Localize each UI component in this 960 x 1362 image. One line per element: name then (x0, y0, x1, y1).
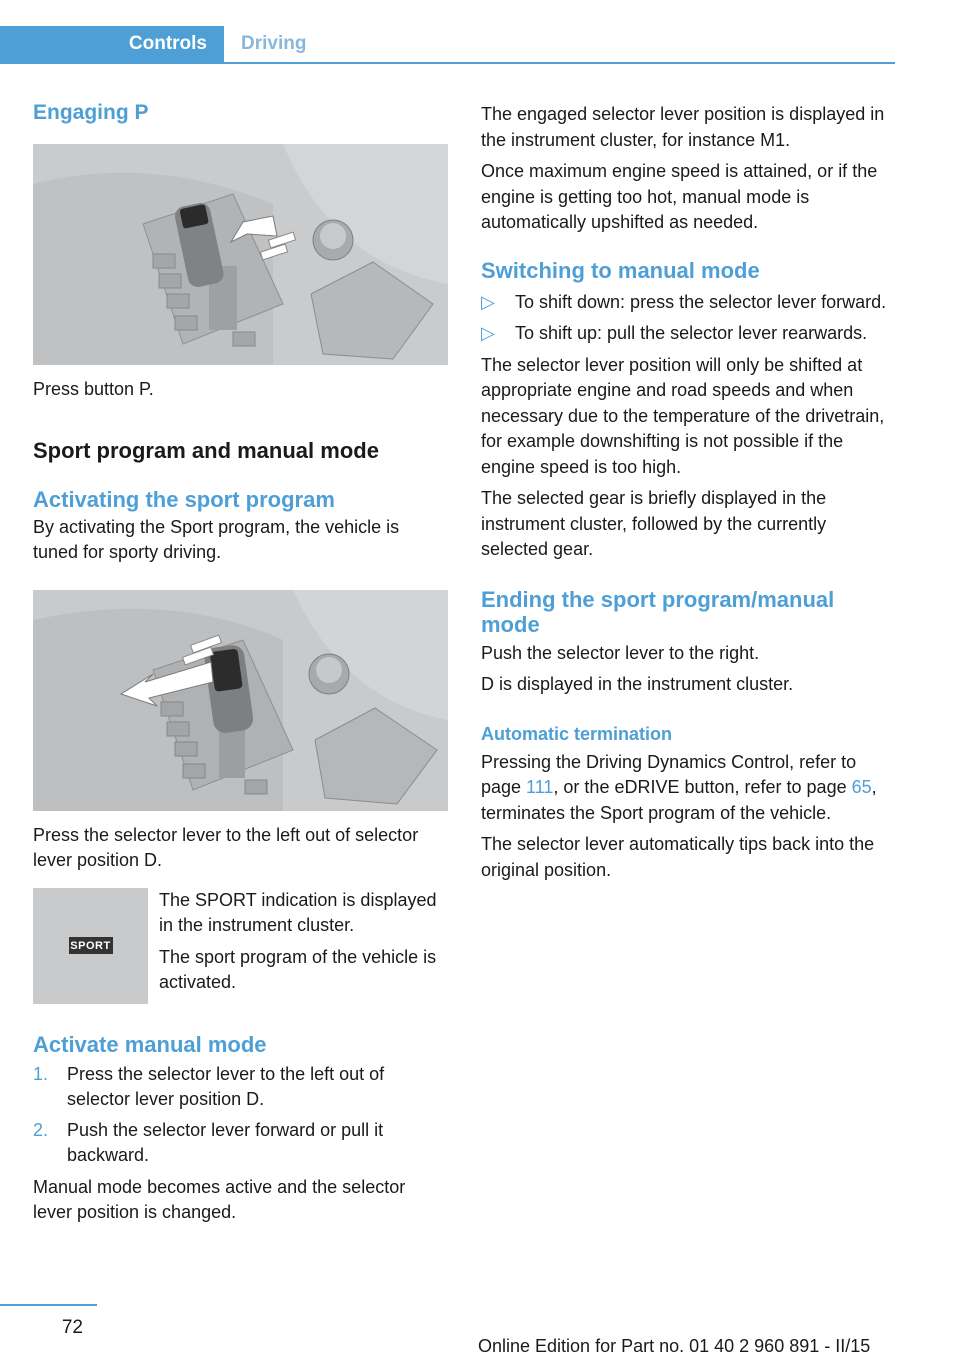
heading-activating-sport-program: Activating the sport program (33, 486, 335, 512)
text-selected-gear: The selected gear is briefly displayed in the instrument cluster, followed by the currently selected gear. (481, 488, 827, 559)
text-sport-indication: The SPORT indication is displayed in the instrument cluster. (159, 889, 437, 935)
text-manual-mode-active: Manual mode becomes active and the selector lever position is changed. (33, 1176, 406, 1222)
right-column (481, 100, 897, 883)
list-item (481, 321, 897, 347)
list-item (33, 1118, 448, 1169)
step-number: 1. (33, 1063, 49, 1084)
text-segment: , terminates the Sport program of the vehicle. (481, 777, 877, 823)
list-item (33, 1062, 448, 1113)
text-segment: Pressing the Driving Dynamics Control, refer to page (481, 751, 857, 797)
left-column (33, 100, 448, 1226)
list-item-text: To shift up: pull the selector lever rearwards. (515, 323, 868, 343)
page-number: 72 (61, 1317, 83, 1338)
step-text: Push the selector lever forward or pull it backward. (67, 1119, 384, 1165)
switching-list (481, 290, 897, 347)
text-activating-sport: By activating the Sport program, the vehicle is tuned for sporty driving. (33, 516, 400, 562)
page-link-65[interactable]: 65 (851, 777, 872, 797)
text-engaged-position: The engaged selector lever position is displayed in the instrument cluster, for instance M1. (481, 104, 885, 150)
list-item-text: To shift down: press the selector lever forward. (515, 291, 887, 312)
page-header (0, 26, 895, 64)
text-tips-back: The selector lever automatically tips back into the original position. (481, 834, 875, 880)
triangle-bullet-icon: ▷ (481, 323, 495, 343)
heading-engaging-p: Engaging P (33, 101, 149, 124)
footer-divider (0, 1304, 97, 1306)
caption-press-selector-left: Press the selector lever to the left out of selector lever position D. (33, 824, 419, 870)
text-termination (481, 750, 897, 827)
footer-edition: Online Edition for Part no. 01 40 2 960 891 - II/15 (478, 1336, 871, 1356)
heading-sport-program-manual-mode: Sport program and manual mode (33, 437, 379, 463)
text-sport-activated: The sport program of the vehicle is activated. (159, 946, 437, 992)
heading-activate-manual-mode: Activate manual mode (33, 1031, 267, 1057)
text-segment: , or the eDRIVE button, refer to page (553, 777, 852, 797)
tab-controls[interactable]: Controls (0, 26, 224, 62)
caption-press-button-p: Press button P. (33, 379, 154, 399)
sport-badge: SPORT (69, 937, 113, 954)
list-item (481, 290, 897, 316)
heading-switching-manual: Switching to manual mode (481, 257, 760, 283)
text-shift-conditions: The selector lever position will only be shifted at appropriate engine and road speeds and when necessary due to the temperature of the drivetrain, for example downshifting is not possible if the engine speed is too high. (481, 354, 885, 477)
triangle-bullet-icon: ▷ (481, 291, 495, 312)
tab-driving[interactable]: Driving (241, 33, 307, 54)
sport-indicator-image (33, 888, 148, 1004)
sport-indicator-block (33, 888, 448, 1006)
photo-gear-selector-p (33, 144, 448, 365)
heading-ending-sport-program: Ending the sport program/manual mode (481, 586, 835, 637)
photo-selector-lever-left (33, 590, 448, 811)
manual-mode-steps (33, 1062, 448, 1169)
step-text: Press the selector lever to the left out of selector lever position D. (67, 1063, 385, 1109)
text-d-displayed: D is displayed in the instrument cluster. (481, 674, 794, 694)
step-number: 2. (33, 1119, 49, 1140)
text-max-engine-speed: Once maximum engine speed is attained, or if the engine is getting too hot, manual mode is automatically upshifted as needed. (481, 161, 878, 232)
text-push-right: Push the selector lever to the right. (481, 642, 760, 663)
heading-automatic-termination: Automatic termination (481, 723, 673, 744)
page-link-111[interactable]: 111 (526, 777, 554, 797)
